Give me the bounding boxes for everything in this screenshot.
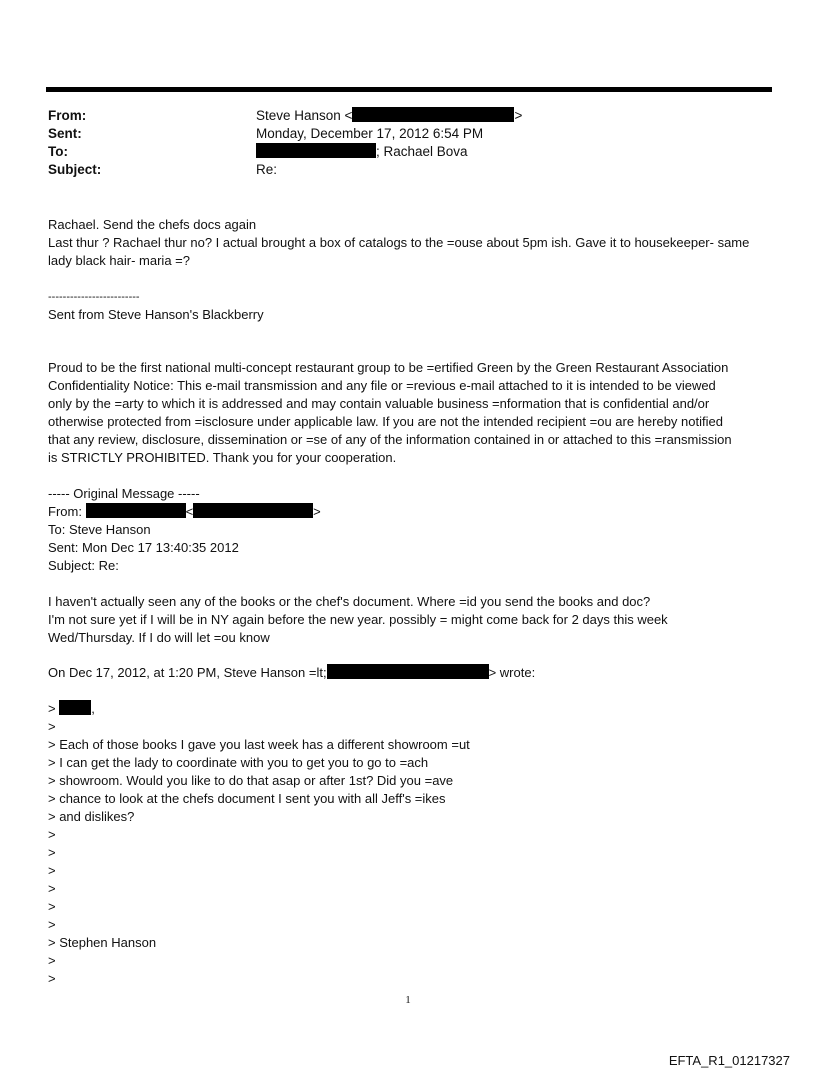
original-body-line: Wed/Thursday. If I do will let =ou know <box>48 630 270 645</box>
to-value <box>256 143 468 161</box>
wrote-line <box>48 664 773 682</box>
quoted-signature: > Stephen Hanson <box>48 935 157 950</box>
quoted-greeting <box>48 700 773 718</box>
redaction-block <box>59 700 91 715</box>
original-body-line: I haven't actually seen any of the books or the chef's document. Where =id you send the books and doc? <box>48 594 651 609</box>
notice-line: only by the =arty to which it is addressed and may contain valuable business =nformation that is confidential and/or <box>48 396 710 411</box>
subject-value: Re: <box>256 162 278 177</box>
from-row <box>48 107 608 125</box>
message-line: lady black hair- maria =? <box>48 253 190 268</box>
redaction-block <box>256 143 376 158</box>
notice-line: otherwise protected from =isclosure under applicable law. If you are not the intended recipient =ou are hereby notified <box>48 414 723 429</box>
notice-line: Confidentiality Notice: This e-mail transmission and any file or =revious e-mail attached to it is intended to be viewed <box>48 378 716 393</box>
quoted-line: > <box>48 863 56 878</box>
notice-line: that any review, disclosure, dissemination or =se of any of the information contained in or attached to this =ransmission <box>48 432 732 447</box>
wrote-prefix: On Dec 17, 2012, at 1:20 PM, Steve Hanson =lt; <box>48 665 327 680</box>
quoted-line: > <box>48 899 56 914</box>
to-row <box>48 143 608 161</box>
message-body <box>48 216 773 270</box>
original-subject-line: Subject: Re: <box>48 558 119 573</box>
redaction-block <box>327 664 489 679</box>
sent-row <box>48 125 608 143</box>
notice-line: Proud to be the first national multi-concept restaurant group to be =ertified Green by the Green Restaurant Association <box>48 360 729 375</box>
sent-label: Sent: <box>48 126 82 141</box>
quoted-line: > Each of those books I gave you last week has a different showroom =ut <box>48 737 470 752</box>
quoted-line: > <box>48 953 56 968</box>
original-to-line: To: Steve Hanson <box>48 522 151 537</box>
redaction-block <box>86 503 186 518</box>
subject-label: Subject: <box>48 162 102 177</box>
original-from-open: < <box>185 504 194 519</box>
subject-row <box>48 161 608 179</box>
quoted-line: > chance to look at the chefs document I sent you with all Jeff's =ikes <box>48 791 446 806</box>
quoted-line: > showroom. Would you like to do that asap or after 1st? Did you =ave <box>48 773 454 788</box>
from-label: From: <box>48 108 87 123</box>
original-body-line: I'm not sure yet if I will be in NY again before the new year. possibly = might come back for 2 days this week <box>48 612 668 627</box>
signature-text: Sent from Steve Hanson's Blackberry <box>48 307 264 322</box>
from-value <box>256 107 522 125</box>
original-sent-line: Sent: Mon Dec 17 13:40:35 2012 <box>48 540 239 555</box>
original-heading: ----- Original Message ----- <box>48 486 200 501</box>
original-message-header <box>48 485 773 575</box>
quote-marker: > <box>48 701 60 716</box>
quoted-line: > and dislikes? <box>48 809 135 824</box>
confidentiality-notice <box>48 359 773 467</box>
email-header <box>48 107 608 179</box>
quoted-text <box>48 700 773 988</box>
quoted-line: > <box>48 881 56 896</box>
original-from-line <box>48 503 773 521</box>
quoted-line: > <box>48 917 56 932</box>
notice-line: is STRICTLY PROHIBITED. Thank you for your cooperation. <box>48 450 397 465</box>
separator-line: ------------------------- <box>48 291 140 303</box>
original-message-body <box>48 593 773 647</box>
message-line: Rachael. Send the chefs docs again <box>48 217 257 232</box>
quoted-line: > <box>48 827 56 842</box>
document-id: EFTA_R1_01217327 <box>668 1053 790 1068</box>
from-name: Steve Hanson < <box>256 108 353 123</box>
quoted-line: > <box>48 845 56 860</box>
greeting-comma: , <box>91 701 95 716</box>
to-label: To: <box>48 144 68 159</box>
page-number: 1 <box>405 994 411 1006</box>
from-close: > <box>514 108 523 123</box>
header-rule <box>46 87 772 92</box>
signature-block <box>48 288 773 324</box>
sent-value: Monday, December 17, 2012 6:54 PM <box>256 126 484 141</box>
original-from-close: > <box>313 504 321 519</box>
quoted-line: > <box>48 971 56 986</box>
message-line: Last thur ? Rachael thur no? I actual brought a box of catalogs to the =ouse about 5pm ish. Gave it to housekeeper- same <box>48 235 750 250</box>
quoted-line: > I can get the lady to coordinate with you to get you to go to =ach <box>48 755 429 770</box>
wrote-line-block <box>48 664 773 682</box>
redaction-block <box>352 107 514 122</box>
quoted-line: > <box>48 719 56 734</box>
wrote-suffix: > wrote: <box>488 665 536 680</box>
original-from-label: From: <box>48 504 86 519</box>
redaction-block <box>193 503 313 518</box>
to-recipients: ; Rachael Bova <box>376 144 468 159</box>
